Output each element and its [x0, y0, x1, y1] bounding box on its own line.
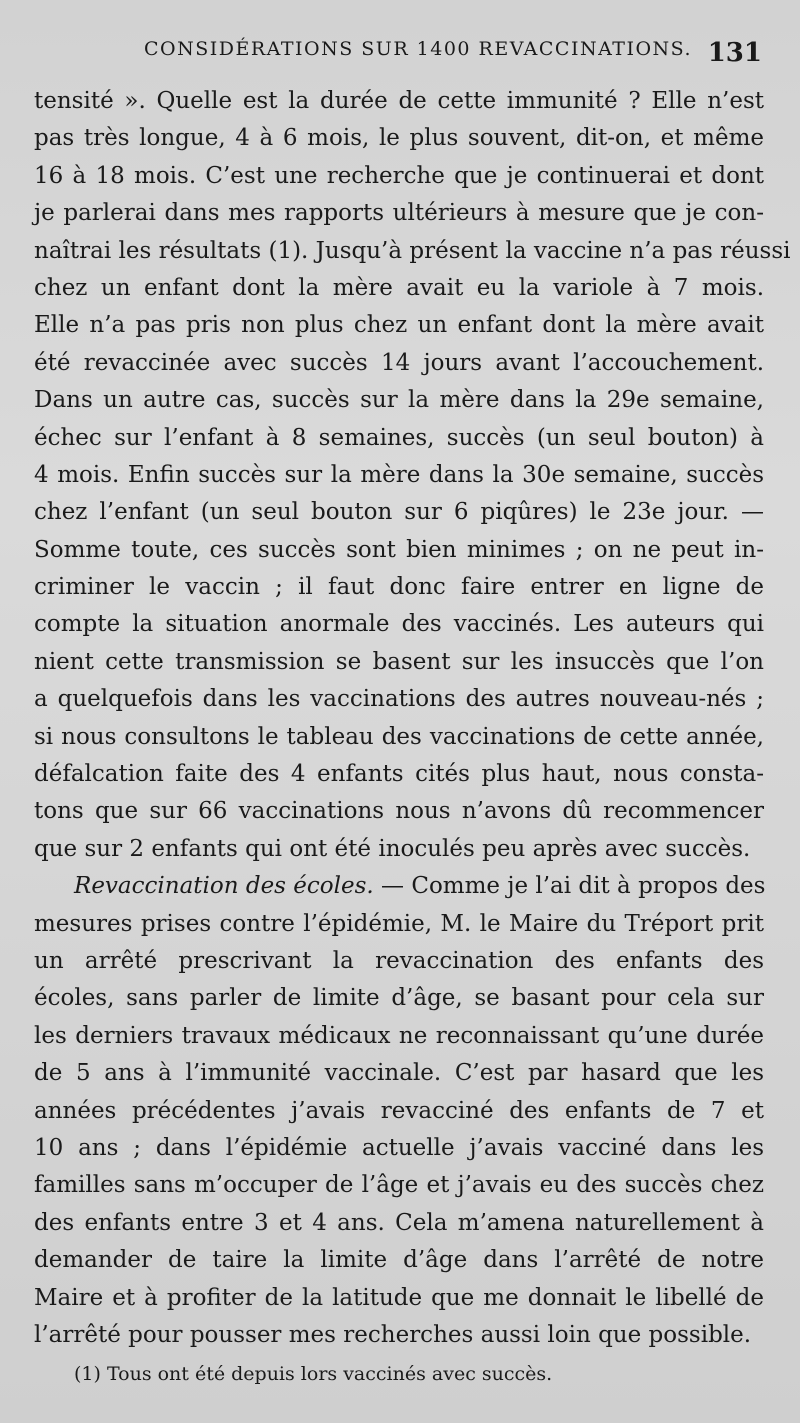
text-line: Dans un autre cas, succès sur la mère dans la 29e semaine, [34, 387, 764, 414]
page-header [122, 34, 762, 74]
text-line: Elle n’a pas pris non plus chez un enfant dont la mère avait [34, 312, 764, 339]
section-first-line-rest: — Comme je l’ai dit à propos des [373, 873, 766, 900]
text-line: échec sur l’enfant à 8 semaines, succès (un seul bouton) à [34, 424, 764, 451]
text-line: défalcation faite des 4 enfants cités plus haut, nous consta- [34, 761, 764, 788]
text-line: Somme toute, ces succès sont bien minimes ; on ne peut in- [34, 536, 764, 563]
text-line: tensité ». Quelle est la durée de cette immunité ? Elle n’est [34, 88, 764, 114]
text-line: années précédentes j’avais revacciné des enfants de 7 et [34, 1097, 764, 1124]
text-line: mesures prises contre l’épidémie, M. le Maire du Tréport prit [34, 910, 764, 937]
text-line: naîtrai les résultats (1). Jusqu’à présent la vaccine n’a pas réussi [34, 237, 791, 264]
text-line: je parlerai dans mes rapports ultérieurs à mesure que je con- [34, 200, 764, 227]
text-line: que sur 2 enfants qui ont été inoculés peu après avec succès. [34, 835, 751, 862]
text-line: chez un enfant dont la mère avait eu la variole à 7 mois. [34, 274, 764, 301]
section-title: Revaccination des écoles. [74, 873, 374, 900]
text-line: 10 ans ; dans l’épidémie actuelle j’avais vacciné dans les [34, 1134, 764, 1161]
text-line: les derniers travaux médicaux ne reconnaissant qu’une durée [34, 1022, 764, 1049]
text-line: criminer le vaccin ; il faut donc faire entrer en ligne de [34, 574, 764, 601]
text-line: des enfants entre 3 et 4 ans. Cela m’amena naturellement à [34, 1209, 764, 1236]
text-line: Maire et à profiter de la latitude que me donnait le libellé de [34, 1284, 764, 1311]
text-line: pas très longue, 4 à 6 mois, le plus souvent, dit-on, et même [34, 125, 764, 152]
text-line: familles sans m’occuper de l’âge et j’avais eu des succès chez [34, 1172, 764, 1199]
text-line: 16 à 18 mois. C’est une recherche que je continuerai et dont [34, 162, 764, 189]
page-number: 131 [707, 38, 762, 68]
bleed-through-shadow [530, 1330, 780, 1370]
text-line: un arrêté prescrivant la revaccination des enfants des [34, 947, 764, 974]
text-line: a quelquefois dans les vaccinations des autres nouveau-nés ; [34, 686, 764, 713]
section-first-line [34, 868, 764, 905]
body-text [34, 83, 791, 1354]
text-line: écoles, sans parler de limite d’âge, se basant pour cela sur [34, 985, 764, 1012]
text-line: de 5 ans à l’immunité vaccinale. C’est par hasard que les [34, 1060, 764, 1087]
text-line: 4 mois. Enfin succès sur la mère dans la 30e semaine, succès [34, 461, 764, 488]
text-line: chez l’enfant (un seul bouton sur 6 piqûres) le 23e jour. — [34, 499, 764, 526]
footnote: (1) Tous ont été depuis lors vaccinés avec succès. [74, 1363, 553, 1385]
running-head: CONSIDÉRATIONS SUR 1400 REVACCINATIONS. [144, 38, 693, 60]
text-line: nient cette transmission se basent sur les insuccès que l’on [34, 648, 764, 675]
text-line: compte la situation anormale des vaccinés. Les auteurs qui [34, 611, 764, 638]
text-line: été revaccinée avec succès 14 jours avant l’accouchement. [34, 349, 764, 376]
text-line: l’arrêté pour pousser mes recherches aussi loin que possible. [34, 1321, 752, 1348]
text-line: si nous consultons le tableau des vaccinations de cette année, [34, 723, 764, 750]
text-line: demander de taire la limite d’âge dans l’arrêté de notre [34, 1247, 764, 1274]
text-line: tons que sur 66 vaccinations nous n’avons dû recommencer [34, 798, 764, 825]
